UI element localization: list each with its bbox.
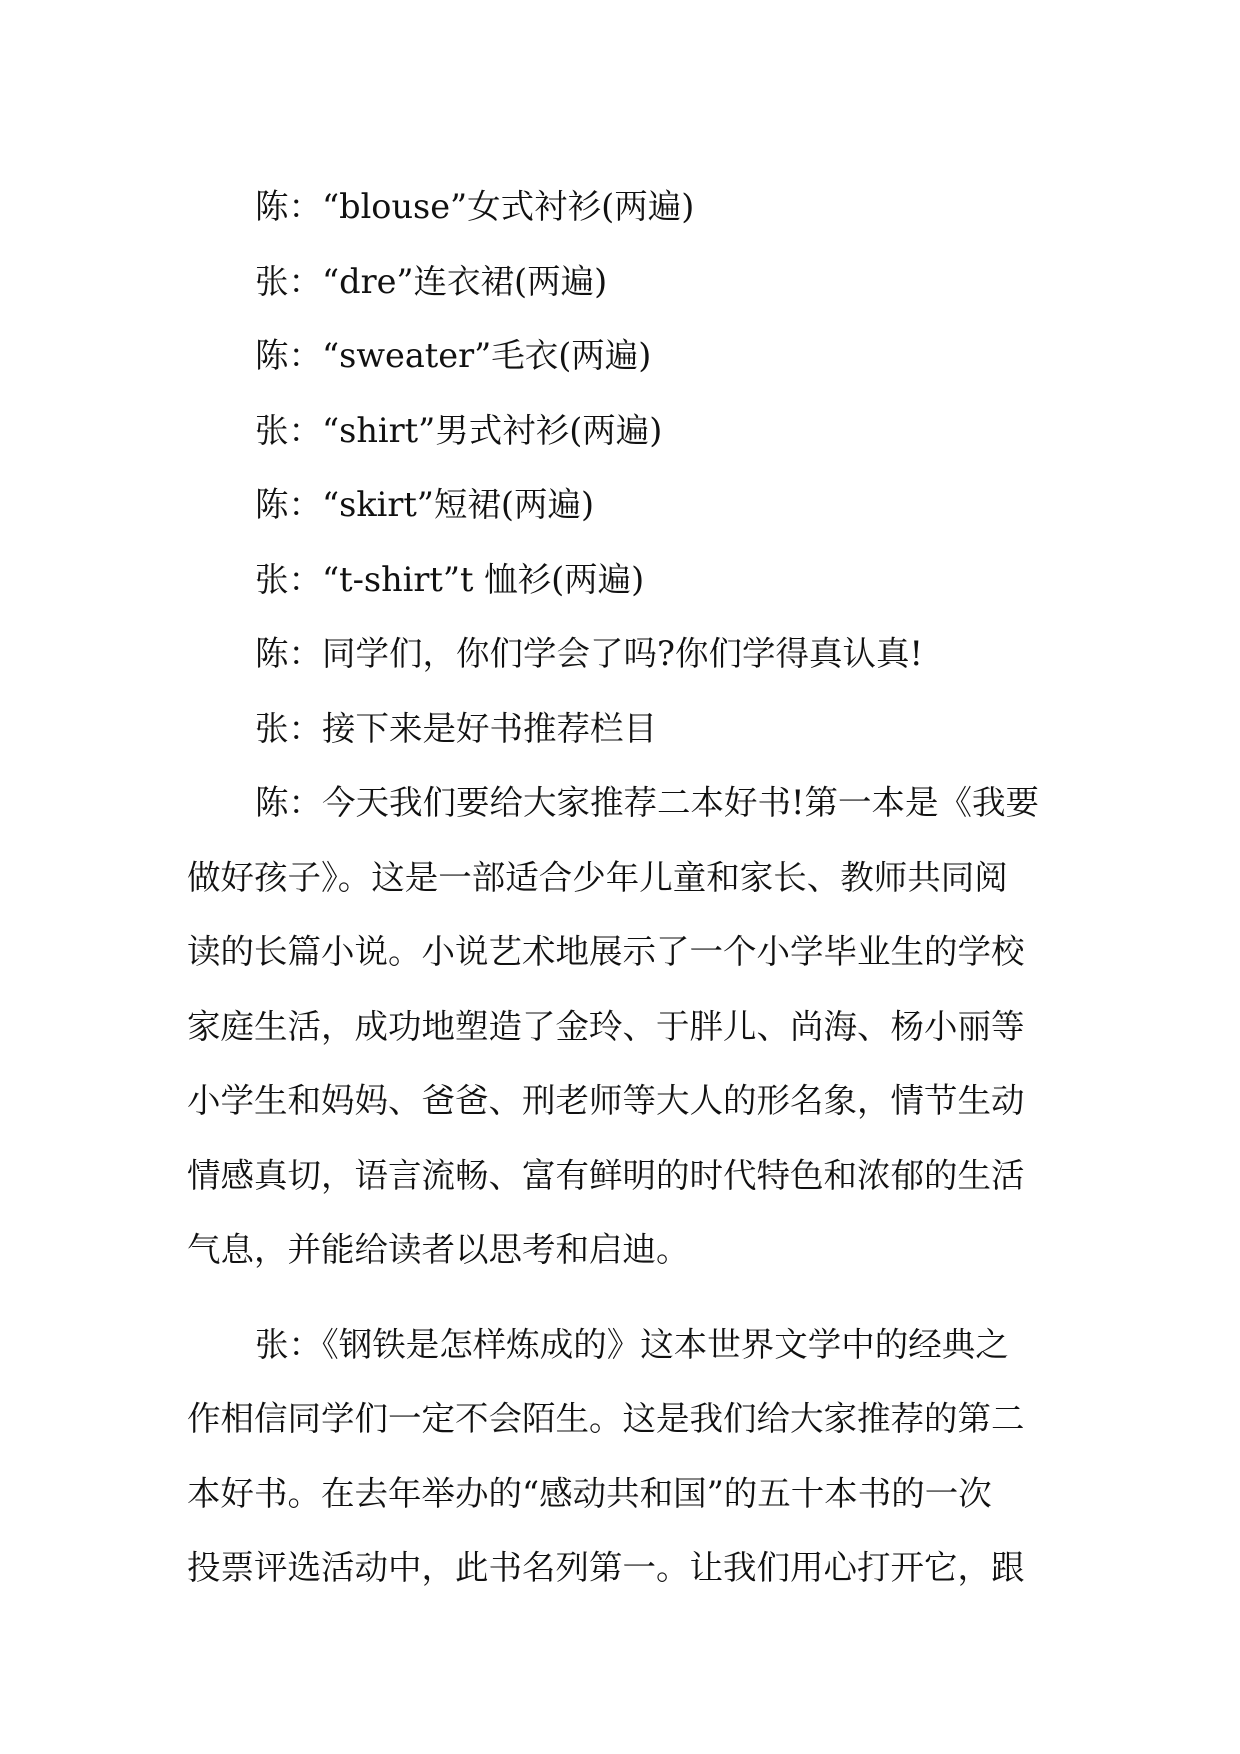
dialogue-line: 陈：“sweater”毛衣(两遍) (255, 336, 652, 375)
paragraph-line: 陈：今天我们要给大家推荐二本好书!第一本是《我要 (255, 783, 1039, 822)
paragraph-line: 家庭生活，成功地塑造了金玲、于胖儿、尚海、杨小丽等 (187, 1006, 1025, 1046)
dialogue-line: 张：“t-shirt”t 恤衫(两遍) (255, 559, 645, 599)
dialogue-line: 陈：同学们，你们学会了吗?你们学得真认真! (255, 634, 923, 673)
dialogue-line: 张：接下来是好书推荐栏目 (255, 708, 657, 748)
paragraph-line: 作相信同学们一定不会陌生。这是我们给大家推荐的第二 (187, 1399, 1025, 1438)
dialogue-line: 张：“dre”连衣裙(两遍) (255, 261, 608, 301)
paragraph-line: 小学生和妈妈、爸爸、刑老师等大人的形名象，情节生动 (187, 1081, 1025, 1120)
paragraph-book-recommendation-1 (187, 766, 1057, 1288)
paragraph-line: 做好孩子》。这是一部适合少年儿童和家长、教师共同阅 (187, 857, 1008, 897)
paragraph-spacer (187, 1288, 1057, 1308)
paragraph-line: 张：《钢铁是怎样炼成的》这本世界文学中的经典之 (255, 1324, 1009, 1364)
paragraph-book-recommendation-2 (187, 1308, 1057, 1606)
paragraph-line: 情感真切，语言流畅、富有鲜明的时代特色和浓郁的生活 (187, 1155, 1025, 1195)
paragraph-line: 投票评选活动中，此书名列第一。让我们用心打开它，跟 (187, 1548, 1025, 1587)
document-body (187, 170, 1057, 1606)
paragraph-line: 气息，并能给读者以思考和启迪。 (187, 1230, 690, 1269)
dialogue-line: 陈：“blouse”女式衬衫(两遍) (255, 187, 695, 226)
dialogue-line: 张：“shirt”男式衬衫(两遍) (255, 410, 663, 450)
dialogue-line: 陈：“skirt”短裙(两遍) (255, 485, 595, 524)
paragraph-line: 本好书。在去年举办的“感动共和国”的五十本书的一次 (187, 1473, 992, 1513)
paragraph-line: 读的长篇小说。小说艺术地展示了一个小学毕业生的学校 (187, 932, 1025, 971)
